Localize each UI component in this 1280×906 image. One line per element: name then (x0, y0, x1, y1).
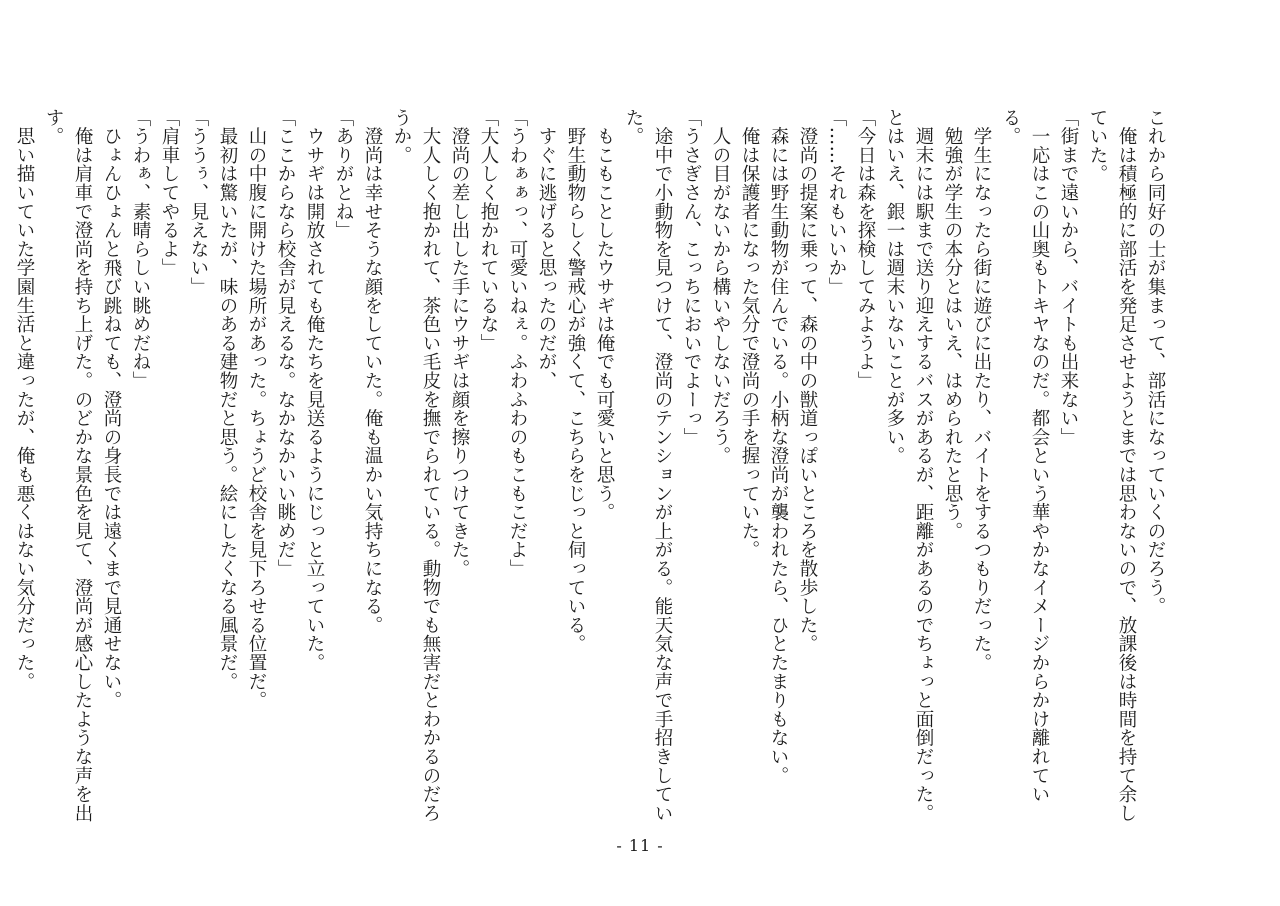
paragraph: 勉強が学生の本分とはいえ、はめられたと思う。 (942, 108, 963, 541)
paragraph: 一応はこの山奥もトキヤなのだ。都会という華やかなイメージからかけ離れている。 (1000, 108, 1050, 804)
paragraph: 大人しく抱かれて、茶色い毛皮を撫でられている。動物でも無害だとわかるのだろうか。 (391, 108, 441, 823)
paragraph: 「うさぎさん、こっちにおいでよーっ」 (681, 108, 702, 447)
paragraph: 「大人しく抱かれているな」 (478, 108, 499, 353)
paragraph: これから同好の士が集まって、部活になっていくのだろう。 (1145, 108, 1166, 616)
paragraph: 「ここからなら校舎が見えるな。なかなかいい眺めだ」 (275, 108, 296, 578)
paragraph: ウサギは開放されても俺たちを見送るようにじっと立っていた。 (304, 108, 325, 672)
paragraph: 人の目がないから構いやしないだろう。 (710, 108, 731, 466)
paragraph: 澄尚の提案に乗って、森の中の獣道っぽいところを散歩した。 (797, 108, 818, 654)
paragraph: 週末には駅まで送り迎えするバスがあるが、距離があるのでちょっと面倒だった。とはいえ、銀一は週末いないことが多い。 (884, 108, 934, 823)
paragraph: 「うわぁぁっ、可愛いねぇ。ふわふわのもこもこだよ」 (507, 108, 528, 578)
paragraph: 「街まで遠いから、バイトも出来ない」 (1058, 108, 1079, 447)
blank-line (0, 108, 10, 828)
paragraph: 最初は驚いたが、味のある建物だと思う。絵にしたくなる風景だ。 (217, 108, 238, 691)
paragraph: もこもことしたウサギは俺でも可愛いと思う。 (594, 108, 615, 522)
page-number: - 11 - (616, 836, 664, 855)
paragraph: すぐに逃げると思ったのだが、 (536, 108, 557, 390)
paragraph: 野生動物らしく警戒心が強くて、こちらをじっと伺っている。 (565, 108, 586, 654)
paragraph: 途中で小動物を見つけて、澄尚のテンションが上がる。能天気な声で手招きしていた。 (623, 108, 673, 823)
paragraph: 俺は保護者になった気分で澄尚の手を握っていた。 (739, 108, 760, 560)
paragraph: 俺は肩車で澄尚を持ち上げた。のどかな景色を見て、澄尚が感心したような声を出す。 (43, 108, 93, 823)
paragraph: 澄尚は幸せそうな顔をしていた。俺も温かい気持ちになる。 (362, 108, 383, 635)
paragraph: ひょんひょんと飛び跳ねても、澄尚の身長では遠くまで見通せない。 (101, 108, 122, 710)
paragraph: 森には野生動物が住んでいる。小柄な澄尚が襲われたら、ひとたまりもない。 (768, 108, 789, 785)
vertical-text-body (14, 108, 1170, 828)
paragraph: 思い描いていた学園生活と違ったが、俺も悪くはない気分だった。 (14, 108, 35, 691)
paragraph: 「……それもいいか」 (826, 108, 847, 296)
paragraph: 「肩車してやるよ」 (159, 108, 180, 278)
paragraph: 澄尚の差し出した手にウサギは顔を擦りつけてきた。 (449, 108, 470, 578)
paragraph: 「うわぁ、素晴らしい眺めだね」 (130, 108, 151, 390)
paragraph: 「今日は森を探検してみようよ」 (855, 108, 876, 390)
paragraph: 俺は積極的に部活を発足させようとまでは思わないので、放課後は時間を持て余していた。 (1087, 108, 1137, 823)
paragraph: 山の中腹に開けた場所があった。ちょうど校舎を見下ろせる位置だ。 (246, 108, 267, 710)
paragraph: 「ありがとね」 (333, 108, 354, 240)
paragraph: 学生になったら街に遊びに出たり、バイトをするつもりだった。 (971, 108, 992, 672)
paragraph: 「ううぅ、見えない」 (188, 108, 209, 296)
